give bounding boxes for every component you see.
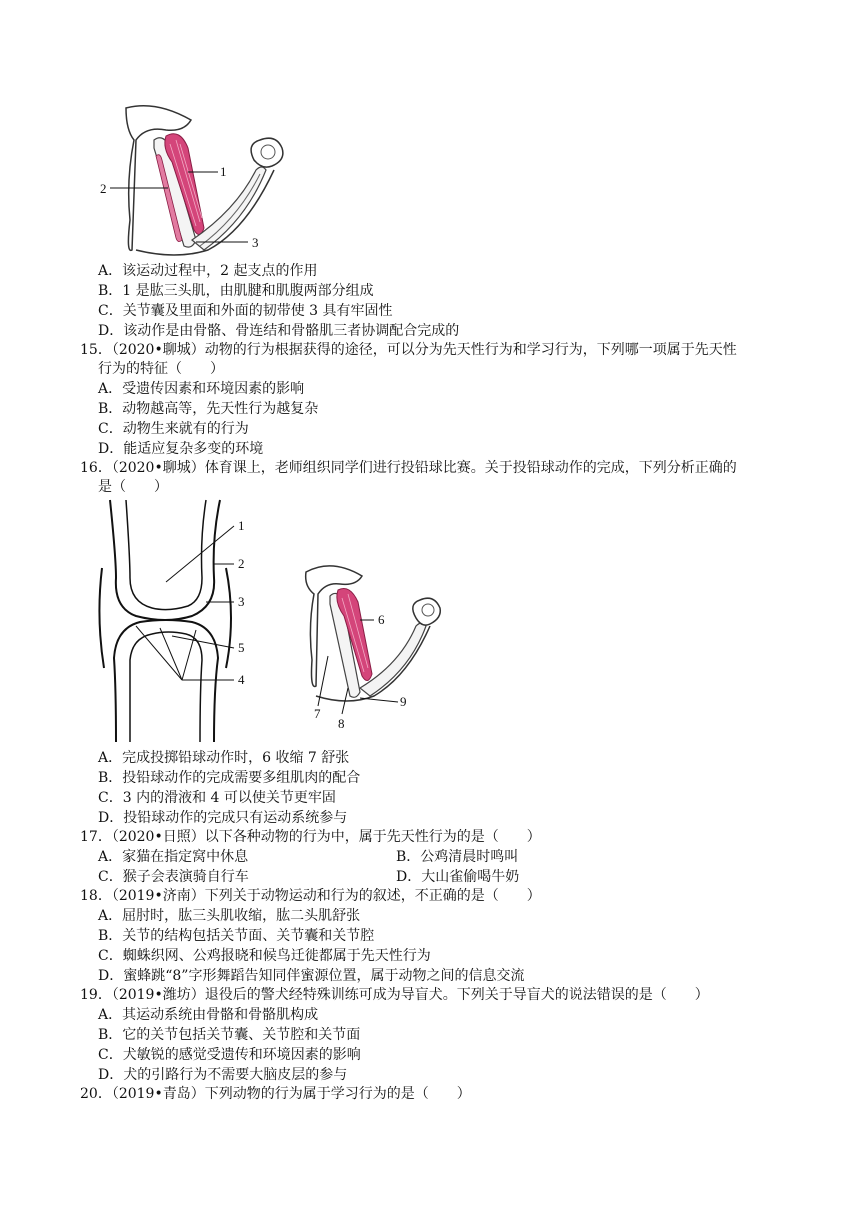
q14-option-a: A．该运动过程中，2 起支点的作用	[98, 263, 318, 279]
q16-option-c: C．3 内的滑液和 4 可以使关节更牢固	[98, 790, 336, 806]
arm-label-9: 9	[400, 694, 407, 709]
q19-option-d: D．犬的引路行为不需要大脑皮层的参与	[98, 1067, 348, 1083]
q16-stem-line2: 是（ ）	[98, 479, 168, 495]
q16-option-b: B．投铅球动作的完成需要多组肌肉的配合	[98, 770, 361, 786]
fig1-label-2: 2	[100, 181, 107, 196]
arm-muscle-figure-1	[96, 100, 296, 260]
q19-stem: 19．（2019•潍坊）退役后的警犬经特殊训练可成为导盲犬。下列关于导盲犬的说法错误的是（ ）	[80, 987, 709, 1003]
joint-label-3: 3	[238, 594, 245, 609]
knee-joint-figure	[96, 498, 264, 744]
q17-option-d: D．大山雀偷喝牛奶	[396, 869, 520, 885]
q16-option-d: D．投铅球动作的完成只有运动系统参与	[98, 810, 348, 826]
q18-option-c: C．蜘蛛织网、公鸡报晓和候鸟迁徙都属于先天性行为	[98, 948, 431, 964]
q20-stem: 20．（2019•青岛）下列动物的行为属于学习行为的是（ ）	[80, 1086, 471, 1102]
q16-stem-line1: 16．（2020•聊城）体育课上，老师组织同学们进行投铅球比赛。关于投铅球动作的完成，下列分析正确的	[80, 460, 737, 476]
q18-option-d: D．蜜蜂跳“8”字形舞蹈告知同伴蜜源位置，属于动物之间的信息交流	[98, 968, 525, 984]
q19-option-c: C．犬敏锐的感觉受遗传和环境因素的影响	[98, 1047, 361, 1063]
joint-label-5: 5	[238, 640, 245, 655]
arm-label-7: 7	[314, 706, 321, 721]
q14-option-b: B．1 是肱三头肌，由肌腱和肌腹两部分组成	[98, 283, 374, 299]
q18-stem: 18．（2019•济南）下列关于动物运动和行为的叙述，不正确的是（ ）	[80, 888, 541, 904]
arm-label-6: 6	[378, 612, 385, 627]
arm-label-8: 8	[338, 716, 345, 731]
q17-stem: 17．（2020•日照）以下各种动物的行为中，属于先天性行为的是（ ）	[80, 829, 541, 845]
q18-option-a: A．屈肘时，肱三头肌收缩，肱二头肌舒张	[98, 908, 361, 924]
q17-option-b: B．公鸡清晨时鸣叫	[396, 849, 519, 865]
fig1-label-1: 1	[220, 164, 227, 179]
joint-label-4: 4	[238, 672, 245, 687]
joint-label-1: 1	[238, 518, 245, 533]
q15-option-d: D．能适应复杂多变的环境	[98, 441, 264, 457]
q17-option-a: A．家猫在指定窝中休息	[98, 849, 249, 865]
q15-option-b: B．动物越高等，先天性行为越复杂	[98, 401, 319, 417]
q15-option-a: A．受遗传因素和环境因素的影响	[98, 381, 305, 397]
joint-label-2: 2	[238, 556, 245, 571]
q18-option-b: B．关节的结构包括关节面、关节囊和关节腔	[98, 928, 375, 944]
q19-option-a: A．其运动系统由骨骼和骨骼肌构成	[98, 1007, 319, 1023]
q16-option-a: A．完成投掷铅球动作时，6 收缩 7 舒张	[98, 750, 350, 766]
fig1-label-3: 3	[252, 235, 259, 250]
q14-option-d: D．该动作是由骨骼、骨连结和骨骼肌三者协调配合完成的	[98, 323, 460, 339]
q15-stem-line2: 行为的特征（ ）	[98, 361, 224, 377]
q14-option-c: C．关节囊及里面和外面的韧带使 3 具有牢固性	[98, 303, 393, 319]
q19-option-b: B．它的关节包括关节囊、关节腔和关节面	[98, 1027, 361, 1043]
q17-option-c: C．猴子会表演骑自行车	[98, 869, 249, 885]
arm-muscle-figure-2	[288, 556, 452, 736]
q15-stem-line1: 15．（2020•聊城）动物的行为根据获得的途径，可以分为先天性行为和学习行为，下列哪一项属于先天性	[80, 342, 737, 358]
q15-option-c: C．动物生来就有的行为	[98, 421, 249, 437]
